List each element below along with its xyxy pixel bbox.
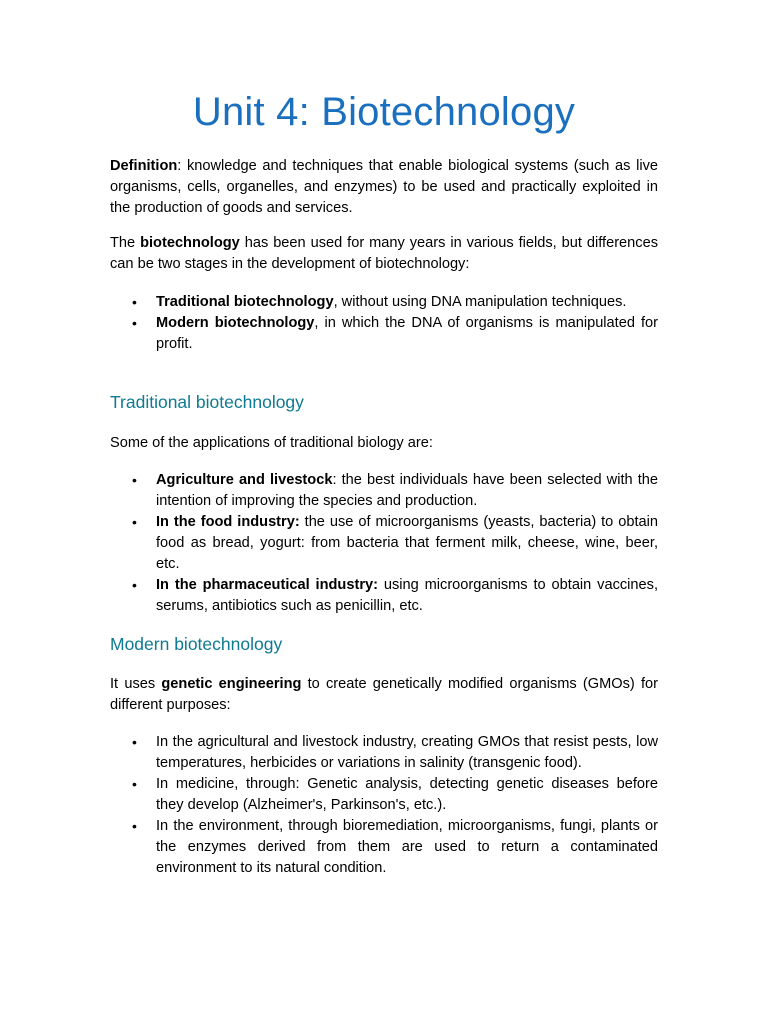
modern-list	[110, 732, 658, 879]
list-item	[110, 470, 658, 512]
modern-intro-term: genetic engineering	[161, 676, 302, 692]
list-item	[110, 313, 658, 355]
bullet-icon: •	[132, 734, 137, 750]
definition-term: Definition	[110, 158, 178, 174]
bullet-icon: •	[132, 818, 137, 834]
list-item	[110, 816, 658, 879]
bullet-icon: •	[132, 315, 137, 331]
list-item-text: , in which the DNA of organisms is manipulated for profit.	[156, 315, 658, 352]
list-item	[110, 774, 658, 816]
intro-term: biotechnology	[140, 235, 240, 251]
list-item	[110, 292, 658, 313]
list-item-term: Traditional biotechnology	[156, 294, 334, 310]
intro-text: has been used for many years in various fields, but differences can be two stages in the development of biotechnology:	[110, 235, 658, 272]
section-heading-modern: Modern biotechnology	[110, 634, 283, 654]
bullet-icon: •	[132, 776, 137, 792]
definition-text: : knowledge and techniques that enable biological systems (such as live organisms, cells, organelles, and enzymes) to be used and practically exploited in the production of goods and services.	[110, 158, 658, 216]
list-item-text: : the best individuals have been selected with the intention of improving the species and production.	[156, 472, 658, 509]
bullet-icon: •	[132, 294, 137, 310]
page-title: Unit 4: Biotechnology	[192, 90, 576, 134]
definition-paragraph	[110, 156, 658, 219]
modern-intro-text: to create genetically modified organisms (GMOs) for different purposes:	[110, 676, 659, 713]
intro-paragraph	[110, 233, 658, 275]
list-item	[110, 732, 658, 774]
stages-list	[110, 292, 658, 355]
list-item	[110, 575, 658, 617]
bullet-icon: •	[132, 577, 137, 593]
list-item	[110, 512, 658, 575]
list-item-text: , without using DNA manipulation techniques.	[333, 294, 627, 310]
modern-intro-prefix: It uses	[110, 676, 162, 692]
intro-prefix: The	[110, 235, 141, 251]
list-item-text: using microorganisms to obtain vaccines, serums, antibiotics such as penicillin, etc.	[156, 577, 658, 614]
traditional-intro: Some of the applications of traditional biology are:	[110, 435, 433, 451]
list-item-term: Modern biotechnology	[156, 315, 315, 331]
section-heading-traditional: Traditional biotechnology	[110, 392, 304, 412]
list-item-term: In the food industry:	[156, 514, 300, 530]
list-item-term: In the pharmaceutical industry:	[156, 577, 378, 593]
list-item-text: In medicine, through: Genetic analysis, detecting genetic diseases before they develop (Alzheimer's, Parkinson's, etc.).	[156, 776, 658, 813]
bullet-icon: •	[132, 514, 137, 530]
list-item-text: In the environment, through bioremediation, microorganisms, fungi, plants or the enzymes derived from them are used to return a contaminated environment to its natural condition.	[156, 818, 658, 876]
list-item-text: the use of microorganisms (yeasts, bacteria) to obtain food as bread, yogurt: from bacteria that ferment milk, cheese, wine, beer, etc.	[156, 514, 658, 572]
bullet-icon: •	[132, 472, 137, 488]
traditional-list	[110, 470, 658, 617]
list-item-text: In the agricultural and livestock industry, creating GMOs that resist pests, low temperatures, herbicides or variations in salinity (transgenic food).	[156, 734, 658, 771]
modern-intro	[110, 674, 658, 716]
list-item-term: Agriculture and livestock	[156, 472, 333, 488]
